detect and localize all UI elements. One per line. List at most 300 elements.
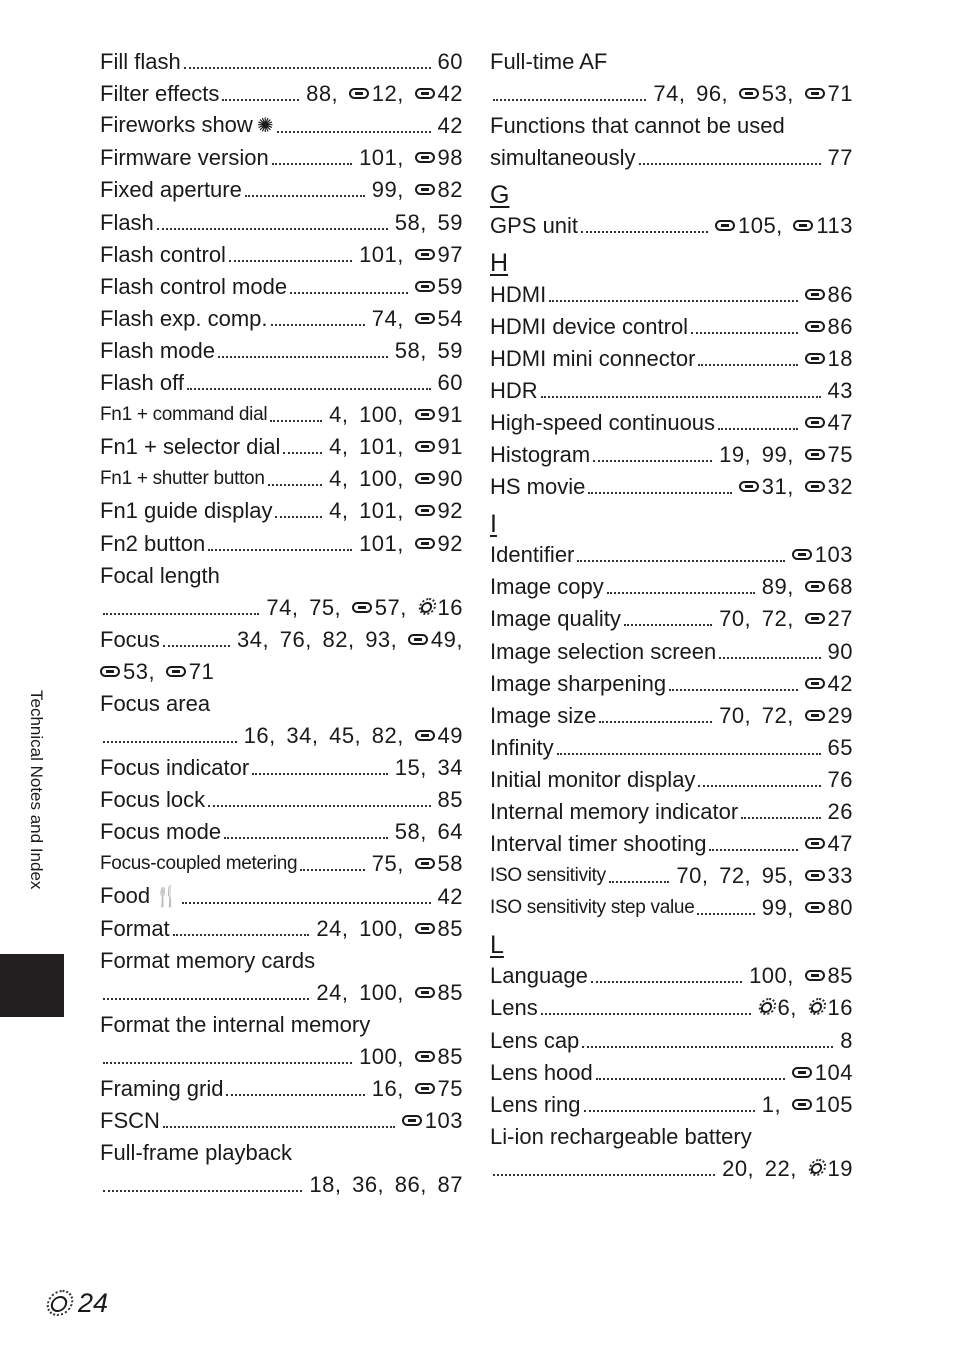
dot-leader: [222, 99, 299, 101]
page-ref: [352, 595, 407, 620]
page-ref: [715, 213, 783, 238]
index-entry: [100, 431, 463, 463]
page-ref-number: 34,: [237, 626, 270, 652]
reference-section-icon: [415, 246, 437, 263]
index-entry: [100, 110, 463, 142]
index-term: Fn1 guide display: [100, 498, 273, 524]
page-references: [792, 1057, 853, 1089]
dot-leader: [581, 231, 708, 233]
page-references: [359, 1041, 463, 1073]
dot-leader: [639, 163, 821, 165]
index-entry: [100, 1169, 463, 1201]
index-entry: [100, 1009, 463, 1041]
page-ref-number: 71: [827, 81, 853, 107]
dot-leader: [697, 913, 754, 915]
page-ref-number: 16,: [243, 723, 276, 749]
index-entry: [100, 1073, 463, 1105]
index-term: Internal memory indicator: [490, 798, 739, 824]
index-term: Full-time AF: [490, 49, 608, 75]
page-ref-number: 103: [814, 542, 853, 568]
page-ref-number: 26: [827, 798, 853, 824]
page-ref: [415, 980, 463, 1005]
page-ref-number: 43: [827, 377, 853, 403]
dot-leader: [103, 1062, 352, 1064]
page-ref: [415, 498, 463, 523]
page-ref: [359, 498, 404, 523]
page-ref: [415, 177, 463, 202]
index-letter-heading: G: [490, 181, 510, 210]
page-ref: [359, 531, 404, 556]
page-ref-number: 86: [827, 313, 853, 339]
index-term: Initial monitor display: [490, 766, 696, 792]
reference-section-icon: [415, 535, 437, 552]
page-ref: [359, 980, 404, 1005]
page-ref: [805, 410, 853, 435]
index-term: Format memory cards: [100, 947, 316, 973]
page-ref: [372, 306, 404, 331]
reference-section-icon: [415, 502, 437, 519]
page-ref: [395, 338, 427, 363]
page-ref-number: 75,: [309, 594, 342, 620]
reference-section-icon: [415, 984, 437, 1001]
index-entry: [490, 311, 853, 343]
page-ref: [306, 81, 338, 106]
page-ref-number: 16: [437, 594, 463, 620]
page-ref-number: 18: [827, 345, 853, 371]
page-references: [395, 207, 463, 239]
dot-leader: [208, 805, 430, 807]
page-references: [438, 881, 463, 913]
index-letter-heading: L: [490, 931, 504, 960]
dot-leader: [163, 645, 230, 647]
index-term: Fixed aperture: [100, 177, 242, 203]
page-ref: [762, 442, 794, 467]
index-term: Focus: [100, 626, 160, 652]
page-references: [715, 210, 853, 242]
index-term: Lens hood: [490, 1059, 593, 1085]
page-ref-number: 64: [437, 819, 463, 845]
page-ref-number: 32: [827, 474, 853, 500]
page-ref-number: 92: [437, 530, 463, 556]
page-ref-number: 34,: [286, 723, 319, 749]
page-ref: [372, 1076, 404, 1101]
page-ref-number: 65: [827, 734, 853, 760]
page-ref-number: 100,: [359, 1044, 404, 1069]
index-term: Image size: [490, 702, 597, 728]
page-ref: [395, 819, 427, 844]
reference-section-icon: [402, 1112, 424, 1129]
index-entry: [100, 848, 463, 880]
index-entry: [100, 592, 463, 624]
page-ref-number: 60: [437, 370, 463, 396]
page-ref-number: 58: [437, 851, 463, 877]
page-ref-number: 29: [827, 702, 853, 728]
page-ref-number: 16: [827, 995, 853, 1021]
page-ref: [438, 370, 463, 395]
reference-section-icon: [415, 855, 437, 872]
page-ref: [309, 1172, 341, 1197]
page-ref-number: 97: [437, 241, 463, 267]
page-ref-number: 15,: [394, 755, 427, 781]
page-ref: [438, 884, 463, 909]
page-ref-number: 100,: [359, 915, 404, 941]
index-term: Firmware version: [100, 145, 269, 171]
page-ref: [762, 863, 794, 888]
page-ref-number: 68: [827, 574, 853, 600]
page-ref: [316, 980, 348, 1005]
page-ref: [805, 831, 853, 856]
page-ref-number: 24,: [316, 979, 349, 1005]
page-ref: [365, 627, 397, 652]
page-ref: [415, 242, 463, 267]
page-ref-number: 96,: [696, 81, 729, 107]
dot-leader: [719, 657, 820, 659]
reference-section-icon: [792, 1064, 814, 1081]
page-ref: [415, 434, 463, 459]
page-ref: [828, 799, 853, 824]
dot-leader: [163, 1126, 395, 1128]
page-references: [762, 571, 853, 603]
index-term: Fn2 button: [100, 530, 206, 556]
index-term: Image copy: [490, 574, 604, 600]
page-references: [676, 860, 853, 892]
page-ref-number: 42: [437, 113, 463, 139]
dot-leader: [577, 560, 784, 562]
reference-section-icon: [408, 631, 430, 648]
dot-leader: [609, 881, 669, 883]
dot-leader: [607, 592, 755, 594]
page-ref-number: 82,: [371, 723, 404, 749]
page-ref: [792, 1092, 853, 1117]
page-ref-number: 31,: [761, 474, 794, 500]
page-ref: [359, 402, 404, 427]
index-term: Interval timer shooting: [490, 831, 707, 857]
dot-leader: [493, 99, 646, 101]
page-references: [719, 603, 853, 635]
technical-notes-icon: [808, 1159, 827, 1178]
reference-section-icon: [805, 478, 827, 495]
page-ref: [415, 1076, 463, 1101]
page-ref-number: 103: [424, 1108, 463, 1134]
page-ref: [653, 81, 685, 106]
page-ref: [805, 442, 853, 467]
index-entry: [490, 668, 853, 700]
index-term: GPS unit: [490, 213, 579, 239]
reference-section-icon: [415, 406, 437, 423]
page-ref-number: 49: [437, 723, 463, 749]
page-ref: [322, 627, 354, 652]
index-term: HS movie: [490, 474, 586, 500]
page-ref: [359, 434, 404, 459]
page-ref-number: 57,: [374, 594, 407, 620]
index-term: Lens ring: [490, 1091, 581, 1117]
dot-leader: [103, 613, 259, 615]
index-entry: [490, 210, 853, 242]
page-references: [395, 816, 463, 848]
reference-section-icon: [792, 1096, 814, 1113]
index-entry: [100, 335, 463, 367]
index-term: Flash off: [100, 370, 184, 396]
reference-section-icon: [415, 1048, 437, 1065]
page-references: [828, 732, 853, 764]
index-term: simultaneously: [490, 145, 636, 171]
dot-leader: [173, 934, 310, 936]
page-ref: [329, 498, 348, 523]
page-references: [805, 343, 853, 375]
index-entry: [100, 1105, 463, 1137]
index-term: Format: [100, 915, 170, 941]
page-ref-number: 4,: [329, 402, 349, 428]
index-term: Full-frame playback: [100, 1140, 292, 1166]
technical-notes-icon: [418, 598, 437, 617]
page-ref-number: 34: [437, 755, 463, 781]
reference-section-icon: [415, 181, 437, 198]
dot-leader: [596, 1078, 785, 1080]
index-entry: [490, 635, 853, 667]
page-ref-number: 101,: [359, 434, 404, 460]
index-entry: [100, 527, 463, 559]
page-ref: [266, 595, 298, 620]
page-references: [805, 407, 853, 439]
page-references: [395, 335, 463, 367]
index-entry: [100, 206, 463, 238]
page-ref-number: 42: [827, 670, 853, 696]
page-ref: [329, 723, 361, 748]
index-entry: [100, 367, 463, 399]
dot-leader: [588, 492, 731, 494]
index-entry: [100, 720, 463, 752]
reference-section-icon: [415, 920, 437, 937]
page-ref-number: 98: [437, 145, 463, 171]
index-entry: [100, 1137, 463, 1169]
page-references: [372, 1073, 463, 1105]
dot-leader: [245, 195, 365, 197]
page-number-value: 24: [78, 1288, 109, 1318]
index-entry: [100, 142, 463, 174]
index-term: Fireworks show ✺: [100, 112, 274, 138]
index-term: Framing grid: [100, 1076, 224, 1102]
reference-section-icon: [415, 85, 437, 102]
page-references: [372, 848, 463, 880]
index-entry: [490, 732, 853, 764]
dot-leader: [182, 902, 430, 904]
page-ref-number: 101,: [359, 145, 404, 171]
page-ref-number: 70,: [719, 702, 752, 728]
index-term: HDR: [490, 377, 538, 403]
page-references: [100, 656, 214, 688]
page-ref: [762, 1092, 781, 1117]
page-ref: [438, 113, 463, 138]
reference-section-icon: [739, 478, 761, 495]
page-references: [316, 977, 463, 1009]
dot-leader: [691, 332, 797, 334]
index-entry: [100, 656, 463, 688]
page-ref: [415, 466, 463, 491]
page-ref-number: 75: [827, 442, 853, 468]
index-entry: [100, 688, 463, 720]
index-term: Functions that cannot be used: [490, 113, 785, 139]
page-references: [840, 1025, 853, 1057]
page-ref: [805, 574, 853, 599]
page-ref: [438, 338, 463, 363]
page-ref: [805, 895, 853, 920]
dot-leader: [226, 1094, 364, 1096]
page-ref: [395, 1172, 427, 1197]
page-references: [438, 784, 463, 816]
index-entry: [490, 992, 853, 1024]
index-entry: [490, 1121, 853, 1153]
page-ref: [828, 145, 853, 170]
index-term: HDMI mini connector: [490, 345, 696, 371]
dot-leader: [582, 1046, 833, 1048]
index-entry: [490, 1153, 853, 1185]
index-entry: [100, 239, 463, 271]
page-ref-number: 82,: [322, 626, 355, 652]
page-ref: [805, 671, 853, 696]
index-entry: [490, 278, 853, 310]
page-ref-number: 4,: [329, 434, 349, 460]
page-ref: [828, 378, 853, 403]
page-ref: [418, 595, 463, 620]
reference-section-icon: [805, 85, 827, 102]
dot-leader: [557, 753, 821, 755]
page-ref-number: 82: [437, 177, 463, 203]
page-ref: [438, 787, 463, 812]
page-ref-number: 70,: [719, 606, 752, 632]
page-references: [762, 1089, 853, 1121]
dot-leader: [591, 981, 742, 983]
page-ref-number: 74,: [653, 81, 686, 107]
page-references: [415, 271, 463, 303]
page-ref: [805, 703, 853, 728]
page-references: [402, 1105, 463, 1137]
page-ref: [719, 606, 751, 631]
page-ref-number: 99,: [761, 895, 794, 921]
page-ref-number: 101,: [359, 498, 404, 524]
page-ref-number: 47: [827, 409, 853, 435]
page-ref: [408, 627, 463, 652]
reference-section-icon: [805, 578, 827, 595]
page-ref: [372, 177, 404, 202]
index-entry: [100, 174, 463, 206]
page-references: [438, 110, 463, 142]
index-term: Focal length: [100, 562, 220, 588]
reference-section-icon: [166, 663, 188, 680]
page-references: [739, 471, 853, 503]
page-ref-number: 85: [437, 1044, 463, 1069]
page-ref-number: 76: [827, 766, 853, 792]
page-ref-number: 20,: [722, 1155, 755, 1181]
index-entry: [490, 1089, 853, 1121]
page-ref: [762, 703, 794, 728]
page-ref: [349, 81, 404, 106]
index-term: Histogram: [490, 442, 591, 468]
page-ref-number: 33: [827, 863, 853, 889]
dot-leader: [208, 549, 352, 551]
page-references: [828, 636, 853, 668]
reference-section-icon: [415, 470, 437, 487]
dot-leader: [669, 689, 797, 691]
index-entry: [490, 764, 853, 796]
page-references: [309, 1169, 463, 1201]
page-ref-number: 4,: [329, 466, 349, 492]
index-entry: [490, 1024, 853, 1056]
page-ref-number: 99,: [761, 442, 794, 468]
page-ref-number: 6,: [777, 995, 797, 1021]
index-entry: [100, 624, 463, 656]
page-references: [805, 311, 853, 343]
dot-leader: [187, 388, 431, 390]
page-references: [758, 992, 853, 1024]
page-ref: [359, 145, 404, 170]
page-ref-number: 47: [827, 831, 853, 857]
page-ref-number: 93,: [365, 626, 398, 652]
page-ref-number: 100,: [359, 402, 404, 428]
page-ref: [749, 963, 794, 988]
page-ref: [805, 606, 853, 631]
page-ref-number: 45,: [329, 723, 362, 749]
index-entry: [100, 463, 463, 495]
page-ref: [415, 81, 463, 106]
index-entry: [100, 303, 463, 335]
dot-leader: [157, 228, 388, 230]
reference-section-icon: [415, 149, 437, 166]
page-ref-number: 85: [827, 963, 853, 989]
page-ref-number: 53,: [761, 81, 794, 107]
dot-leader: [229, 260, 352, 262]
page-ref: [415, 274, 463, 299]
dot-leader: [103, 998, 309, 1000]
index-term: Food 🍴: [100, 882, 180, 908]
page-ref-number: 42: [437, 81, 463, 107]
page-ref-number: 59: [437, 273, 463, 299]
index-term: Focus lock: [100, 787, 206, 813]
page-references: [438, 46, 463, 78]
dot-leader: [698, 364, 797, 366]
section-side-label: Technical Notes and Index: [27, 690, 46, 890]
page-ref: [415, 723, 463, 748]
dot-leader: [252, 773, 388, 775]
index-entry: [490, 343, 853, 375]
page-ref: [805, 474, 853, 499]
page-ref-number: 22,: [764, 1155, 797, 1181]
page-ref: [415, 306, 463, 331]
index-term: Filter effects: [100, 81, 220, 107]
page-ref-number: 74,: [266, 594, 299, 620]
page-ref-number: 58,: [394, 209, 427, 235]
page-ref: [805, 314, 853, 339]
page-ref: [395, 755, 427, 780]
page-ref-number: 86,: [394, 1172, 427, 1198]
page-ref-number: 100,: [359, 979, 404, 1005]
page-references: [805, 828, 853, 860]
page-ref-number: 101,: [359, 530, 404, 556]
page-ref: [329, 434, 348, 459]
reference-section-icon: [792, 546, 814, 563]
dot-leader: [218, 356, 388, 358]
page-ref-number: 54: [437, 305, 463, 331]
index-term: Image quality: [490, 606, 621, 632]
index-term: Lens: [490, 995, 538, 1021]
dot-leader: [224, 837, 388, 839]
page-ref: [359, 916, 404, 941]
page-references: [237, 624, 463, 656]
page-ref-number: 27: [827, 606, 853, 632]
page-ref-number: 4,: [329, 498, 349, 524]
page-ref: [765, 1156, 797, 1181]
index-entry: [490, 860, 853, 892]
page-ref-number: 18,: [309, 1172, 342, 1198]
